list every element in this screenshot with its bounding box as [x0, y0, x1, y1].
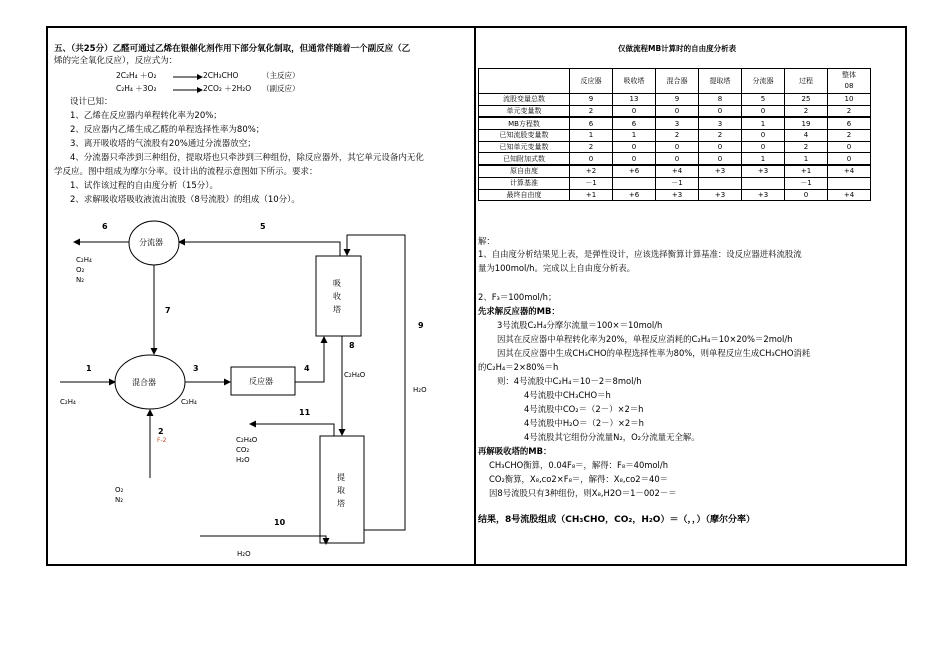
stream-1-number: 1	[86, 364, 92, 373]
table-row	[479, 105, 871, 117]
stream-2-comp-1: O₂	[115, 486, 124, 494]
cell: 9	[570, 94, 613, 106]
header-cell	[479, 69, 570, 94]
stream-1-comp: C₂H₄	[60, 398, 76, 406]
solution-heading-absorber: 再解吸收塔的MB：	[478, 446, 552, 456]
cell	[742, 177, 785, 189]
solution-p1: 1、自由度分析结果见上表，是弹性设计，应该选择衡算计算基准：设反应器进料流股流	[478, 249, 802, 259]
header-cell: 反应器	[570, 69, 613, 94]
stream-11-comp-1: C₂H₄O	[236, 436, 258, 444]
cell: +4	[828, 165, 871, 177]
cell: 9	[656, 94, 699, 106]
solution-line: 4号流股中CH₃CHO＝h	[524, 390, 611, 400]
cell: 2	[785, 141, 828, 153]
cell: +4	[828, 189, 871, 201]
splitter-label: 分流器	[139, 238, 163, 247]
cell: 0	[656, 153, 699, 165]
cell: 2	[656, 130, 699, 142]
cell: +1	[570, 189, 613, 201]
row-label: 已知单元变量数	[479, 141, 570, 153]
solution-line: 因其在反应器中生成CH₃CHO的单程选择性率为80%，则单程反应生成CH₃CHO消耗	[497, 348, 811, 358]
stream-11-comp-2: CO₂	[236, 446, 250, 454]
table-title: 仅做流程MB计算时的自由度分析表	[618, 44, 737, 53]
cell: 0	[699, 141, 742, 153]
table-row	[479, 189, 871, 201]
stream-6-comp-2: O₂	[76, 266, 85, 274]
cell: 1	[742, 117, 785, 129]
cell: +3	[742, 189, 785, 201]
stream-10-comp: H₂O	[237, 550, 251, 558]
stream-7-number: 7	[165, 306, 171, 315]
row-label: 已知流股变量数	[479, 130, 570, 142]
row-label: 计算基准	[479, 177, 570, 189]
cell: 1	[570, 130, 613, 142]
cell: 0	[613, 141, 656, 153]
row-label: 流股变量总数	[479, 94, 570, 106]
problem-heading-cont: 烯的完全氧化反应），反应式为：	[54, 56, 178, 66]
given-3: 3、离开吸收塔的气流股有20%通过分流器放空；	[70, 139, 256, 149]
reaction-1-note: （主反应）	[262, 71, 300, 80]
cell: 0	[613, 153, 656, 165]
row-label: 最终自由度	[479, 189, 570, 201]
cell: 2	[785, 105, 828, 117]
header-cell: 提取塔	[699, 69, 742, 94]
stream-3-comp: C₂H₄	[181, 398, 197, 406]
cell: 2	[570, 141, 613, 153]
cell: 0	[656, 105, 699, 117]
stream-9-number: 9	[418, 321, 424, 330]
cell: 3	[699, 117, 742, 129]
cell: 0	[656, 141, 699, 153]
cell	[613, 177, 656, 189]
solution-line: 则：4号流股中C₂H₄＝10－2＝8mol/h	[497, 376, 642, 386]
cell: 6	[828, 117, 871, 129]
solution-line: 因其在反应器中单程转化率为20%，单程反应消耗的C₂H₄＝10×20%＝2mol/h	[497, 334, 793, 344]
solution-p2: 2、F₃＝100mol/h；	[478, 292, 557, 302]
solution-line: 4号流股中H₂O＝（2－）×2＝h	[524, 418, 644, 428]
cell: 6	[613, 117, 656, 129]
stream-9-comp: H₂O	[413, 386, 427, 394]
cell: 0	[742, 141, 785, 153]
cell: 19	[785, 117, 828, 129]
cell: +6	[613, 189, 656, 201]
stream-8-comp: C₂H₄O	[344, 371, 366, 379]
table-row	[479, 94, 871, 106]
stream-2-tag: F-2	[157, 437, 167, 444]
cell: －1	[785, 177, 828, 189]
stream-3-number: 3	[193, 364, 199, 373]
cell: 0	[785, 189, 828, 201]
cell	[699, 177, 742, 189]
cell: 4	[785, 130, 828, 142]
cell: +3	[699, 165, 742, 177]
cell: 0	[699, 153, 742, 165]
table-row	[479, 177, 871, 189]
table-row	[479, 117, 871, 129]
cell: 6	[570, 117, 613, 129]
reaction-1-products: 2CH₃CHO	[203, 71, 239, 80]
row-label: 单元变量数	[479, 105, 570, 117]
stream-11-comp-3: H₂O	[236, 456, 250, 464]
table-header-row	[479, 69, 871, 94]
cell: +2	[570, 165, 613, 177]
given-4: 4、分流器只牵涉到三种组份，提取塔也只牵涉到三种组份，除反应器外，其它单元设备内无化	[70, 153, 424, 163]
cell: －1	[570, 177, 613, 189]
cell: 1	[785, 153, 828, 165]
absorber-label: 吸收塔	[333, 279, 341, 314]
cell: 10	[828, 94, 871, 106]
solution-result: 结果，8号流股组成（CH₃CHO，CO₂，H₂O）＝（，，）（摩尔分率）	[478, 515, 755, 525]
given-title: 设计已知：	[70, 97, 113, 107]
header-cell: 分流器	[742, 69, 785, 94]
cell: 2	[828, 130, 871, 142]
stream-6-comp-3: N₂	[76, 276, 85, 284]
problem-heading: 五、（共25分）乙醛可通过乙烯在银催化剂作用下部分氧化制取，但通常伴随着一个副反应（乙	[54, 44, 411, 54]
cell: +3	[742, 165, 785, 177]
table-row	[479, 141, 871, 153]
header-cell: 过程	[785, 69, 828, 94]
reaction-2-products: 2CO₂ ＋2H₂O	[203, 84, 252, 93]
stream-6-number: 6	[102, 222, 108, 231]
given-1: 1、乙烯在反应器内单程转化率为20%；	[70, 111, 222, 121]
stream-8-number: 8	[349, 341, 355, 350]
reaction-2-note: （副反应）	[262, 84, 300, 93]
solution-line: CH₃CHO衡算，0.04F₈＝，解得：F₈＝40mol/h	[489, 460, 669, 470]
dof-table	[478, 68, 871, 201]
mixer-label: 混合器	[132, 378, 156, 387]
header-cell	[828, 69, 871, 94]
table-row	[479, 153, 871, 165]
cell: 5	[742, 94, 785, 106]
cell: 8	[699, 94, 742, 106]
table-row	[479, 130, 871, 142]
solution-line: 的C₂H₄＝2×80%＝h	[478, 362, 559, 372]
cell: +3	[656, 189, 699, 201]
cell	[828, 177, 871, 189]
stream-2-comp-2: N₂	[115, 496, 124, 504]
stream-2-number: 2	[158, 427, 164, 436]
cell: －1	[656, 177, 699, 189]
solution-p1-cont: 量为100mol/h。完成以上自由度分析表。	[478, 263, 635, 273]
cell: 2	[699, 130, 742, 142]
cell: 1	[613, 130, 656, 142]
row-label: MB方程数	[479, 117, 570, 129]
solution-heading-reactor: 先求解反应器的MB：	[478, 306, 560, 316]
cell: 0	[742, 105, 785, 117]
cell: 2	[828, 105, 871, 117]
reactor-label: 反应器	[249, 377, 273, 386]
requirement-2: 2、求解吸收塔吸收液流出流股（8号流股）的组成（10分）。	[70, 195, 300, 205]
requirement-1: 1、试作该过程的自由度分析（15分）。	[70, 181, 218, 191]
cell: 13	[613, 94, 656, 106]
stream-10-number: 10	[274, 518, 286, 527]
extractor-label: 提取塔	[337, 473, 345, 508]
row-label: 原自由度	[479, 165, 570, 177]
stream-5-number: 5	[260, 222, 266, 231]
cell: 0	[828, 141, 871, 153]
cell: 2	[570, 105, 613, 117]
stream-6-comp-1: C₂H₄	[76, 256, 92, 264]
solution-line: 3号流股C₂H₄分摩尔流量＝100×＝10mol/h	[497, 320, 663, 330]
reaction-2-reactants: C₂H₄ ＋3O₂	[116, 84, 157, 93]
cell: +4	[656, 165, 699, 177]
solution-label: 解：	[478, 236, 495, 246]
row-label: 已知附加式数	[479, 153, 570, 165]
cell: 0	[570, 153, 613, 165]
cell: 0	[699, 105, 742, 117]
stream-11-number: 11	[299, 408, 311, 417]
cell: +6	[613, 165, 656, 177]
cell: 0	[828, 153, 871, 165]
table-row	[479, 165, 871, 177]
solution-line: 因8号流股只有3种组份，则X₈,H2O＝1－002－＝	[489, 488, 677, 498]
reaction-1-reactants: 2C₂H₄ ＋O₂	[116, 71, 157, 80]
cell: 0	[613, 105, 656, 117]
cell: 25	[785, 94, 828, 106]
cell: 0	[742, 130, 785, 142]
header-overall-extra: 08	[844, 82, 854, 90]
cell: 3	[656, 117, 699, 129]
header-cell: 混合器	[656, 69, 699, 94]
solution-line: CO₂衡算，X₈,co2×F₈＝，解得：X₈,co2＝40＝	[489, 474, 669, 484]
flow-diagram	[0, 0, 475, 566]
solution-line: 4号流股中CO₂＝（2－）×2＝h	[524, 404, 644, 414]
header-cell: 吸收塔	[613, 69, 656, 94]
cell: +3	[699, 189, 742, 201]
given-2: 2、反应器内乙烯生成乙醛的单程选择性率为80%；	[70, 125, 265, 135]
given-4-cont: 学反应。图中组成为摩尔分率。设计出的流程示意图如下所示。要求：	[54, 167, 318, 177]
header-overall-label: 整体	[842, 71, 856, 79]
cell: +1	[785, 165, 828, 177]
solution-line: 4号流股其它组份分流量N₂，O₂分流量无全解。	[524, 432, 700, 442]
stream-4-number: 4	[304, 364, 310, 373]
cell: 1	[742, 153, 785, 165]
